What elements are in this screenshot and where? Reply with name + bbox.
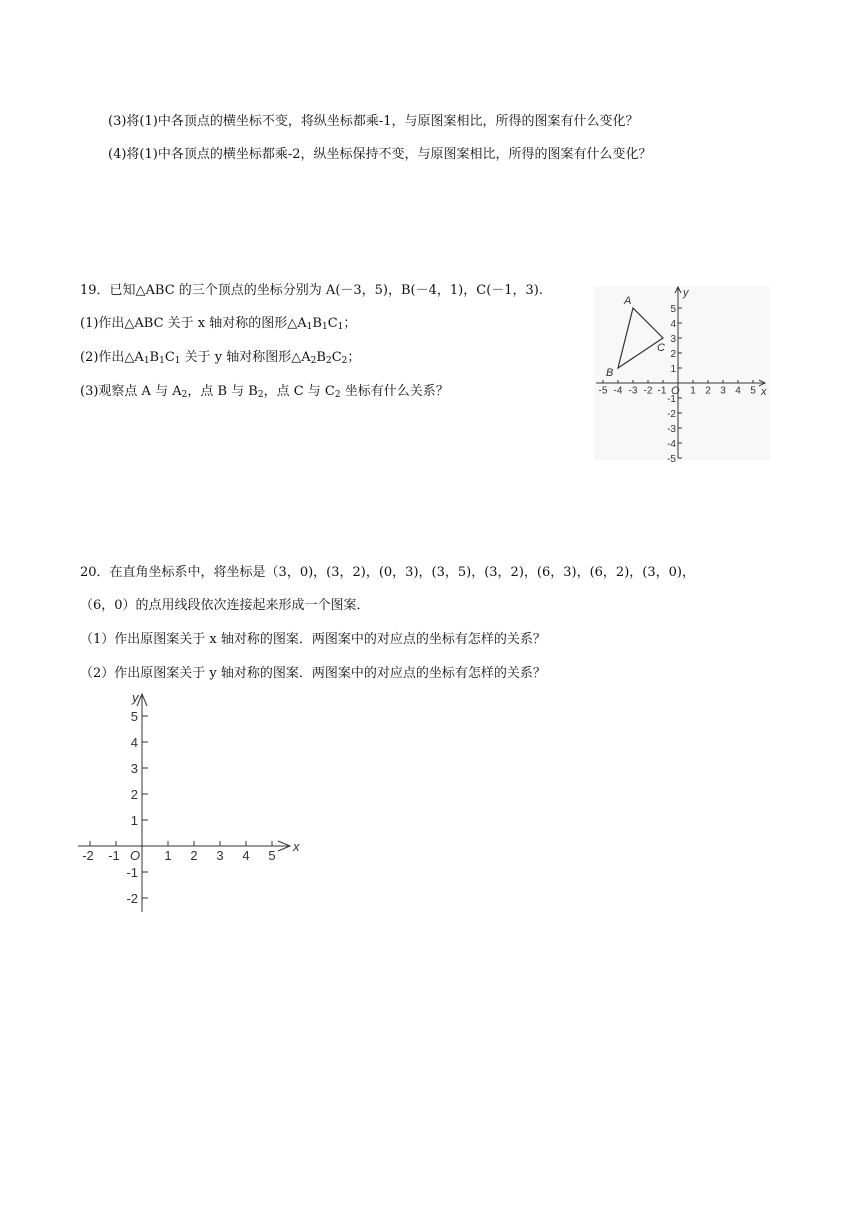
x-axis-label: x [761,386,767,399]
y-axis-label: y [132,690,139,705]
x-tick-label: -2 [82,848,94,863]
x-tick-label: 1 [164,848,172,863]
origin-label: O [130,848,141,863]
y-tick-label: 4 [670,319,676,330]
y-tick-label: 4 [130,735,138,750]
x-tick-label: 4 [242,848,250,863]
x-tick-label: 5 [268,848,276,863]
x-tick-label: 2 [705,385,711,397]
y-tick-label: 5 [670,304,676,315]
y-tick-label: -3 [667,424,676,435]
x-tick-label: 5 [750,385,756,397]
q20-part2: （2）作出原图案关于 y 轴对称的图案．两图案中的对应点的坐标有怎样的关系？ [80,666,546,681]
x-tick-label: -3 [628,385,638,397]
q18-part3: (3)将(1)中各顶点的横坐标不变，将纵坐标都乘-1，与原图案相比，所得的图案有什么变化？ [108,114,639,129]
x-tick-label: -4 [613,385,623,397]
q19-part2: (2)作出$\triangle A_1B_1C_1$ 关于 y 轴对称图形$\triangle A_2B_2C_2$； [80,350,361,366]
q20-part1: （1）作出原图案关于 x 轴对称的图案．两图案中的对应点的坐标有怎样的关系？ [80,632,546,647]
y-tick-label: -2 [667,409,676,420]
x-tick-label: -1 [657,385,667,397]
vertex-label-a: A [624,295,632,307]
x-tick-label: 3 [720,385,726,397]
q20-line2: （6，0）的点用线段依次连接起来形成一个图案． [80,598,370,613]
q19-part1: (1)作出△ABC 关于 x 轴对称的图形$\triangle A_1B_1C_1$； [80,316,357,332]
vertex-label-b: B [606,367,614,379]
x-ticks [90,841,272,846]
x-tick-label: 4 [735,385,741,397]
figure-background [594,286,770,460]
q19-stem: 19．已知△ABC 的三个顶点的坐标分别为 A(－3，5)，B(－4，1)，C(－1，3). [80,283,544,298]
x-tick-label: -5 [598,385,608,397]
q20-coordinate-figure [74,688,314,918]
y-tick-label: 2 [130,787,138,802]
y-tick-label: 2 [670,349,676,360]
x-tick-label: 1 [690,385,696,397]
x-tick-label: 2 [190,848,198,863]
q20-line1: 20．在直角坐标系中，将坐标是（3，0)，(3，2)，(0，3)，(3，5)，(3，2)，(6，3)，(6，2)，(3，0)， [80,565,695,580]
q19-coordinate-figure [592,284,772,465]
y-tick-label: 3 [670,334,676,345]
y-tick-label: 5 [130,709,138,724]
y-tick-label: -4 [667,439,676,450]
y-tick-label: -5 [667,454,676,465]
x-tick-label: 3 [216,848,224,863]
y-axis-label: y [683,287,689,299]
vertex-label-c: C [657,342,665,354]
y-tick-label: -2 [126,891,138,906]
y-ticks [142,716,148,898]
y-tick-label: -1 [126,865,138,880]
origin-label: O [671,385,680,398]
x-tick-labels [82,848,275,863]
y-tick-label: 1 [130,813,138,828]
x-tick-label: -1 [108,848,120,863]
y-tick-label: -1 [667,394,676,405]
q18-part4: (4)将(1)中各顶点的横坐标都乘-2，纵坐标保持不变，与原图案相比，所得的图案有什么变化？ [108,147,652,162]
y-tick-labels [126,709,141,906]
q19-part3: (3)观察点 A 与 $A_2$，点 B 与 $B_2$，点 C 与 $C_2$ 坐标有什么关系？ [80,384,449,400]
y-tick-label: 3 [130,761,138,776]
y-tick-label: 1 [670,364,676,375]
x-axis-label: x [293,839,300,854]
x-tick-label: -2 [643,385,653,397]
